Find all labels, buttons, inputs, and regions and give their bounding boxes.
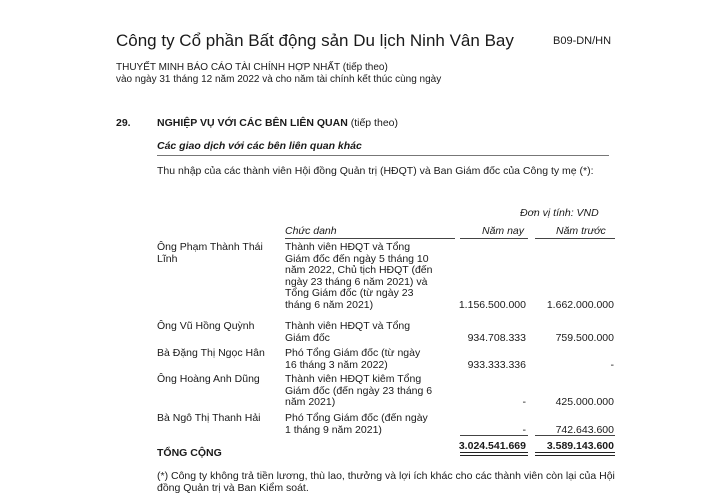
member-role-line: Thành viên HĐQT và Tổng: [285, 320, 411, 332]
header-current-year: Năm nay: [482, 225, 525, 237]
total-double-line-current: [460, 452, 528, 456]
member-role-line: năm 2021): [285, 396, 336, 408]
member-role: [285, 348, 465, 371]
footnote: (*) Công ty không trả tiền lương, thù lao, thưởng và lợi ích khác cho các thành viên còn lại của Hội đồng Quản trị và Ban Kiểm soát.: [157, 470, 615, 494]
member-role-line: Phó Tổng Giám đốc (đến ngày: [285, 412, 428, 424]
member-name: [157, 413, 261, 425]
form-code: B09-DN/HN: [553, 35, 612, 47]
current-year-amount: -: [522, 396, 526, 408]
member-role-line: 1 tháng 9 năm 2021): [285, 423, 382, 436]
member-name-line: Ông Vũ Hồng Quỳnh: [157, 320, 255, 332]
current-year-amount: -: [522, 423, 526, 436]
member-name: [157, 348, 265, 360]
previous-year-amount: -: [610, 358, 614, 371]
total-double-line-previous: [535, 452, 615, 456]
company-name: Công ty Cổ phần Bất động sản Du lịch Ninh Vân Bay: [116, 31, 514, 50]
member-name-line: Ông Phạm Thành Thái: [157, 241, 263, 253]
section-title: [157, 117, 398, 129]
previous-year-amount: 742.643.600: [555, 423, 614, 436]
previous-year-amount: 425.000.000: [555, 396, 614, 408]
header-previous-year: Năm trước: [556, 225, 606, 237]
total-label: TỔNG CỘNG: [157, 447, 222, 459]
member-role-line: Phó Tổng Giám đốc (từ ngày: [285, 347, 421, 359]
subtotal-line-current: [460, 435, 528, 436]
member-role-line: Giám đốc (đến ngày 23 tháng 6: [285, 384, 433, 397]
header-underline-previous: [535, 238, 615, 239]
member-role-line: Thành viên HĐQT kiêm Tổng: [285, 373, 422, 385]
total-current-year: 3.024.541.669: [458, 440, 526, 452]
header-underline-current: [460, 238, 528, 239]
member-role: [285, 413, 465, 436]
member-name-line: Bà Đặng Thị Ngọc Hân: [157, 347, 265, 359]
member-role: [285, 321, 465, 344]
member-role-line: năm 2022, Chủ tịch HĐQT (đến: [285, 264, 433, 276]
total-previous-year: 3.589.143.600: [546, 440, 614, 452]
member-name: [157, 374, 260, 386]
member-name: [157, 242, 263, 265]
current-year-amount: 933.333.336: [467, 358, 526, 371]
member-role-line: 16 tháng 3 năm 2022): [285, 358, 388, 371]
member-name-line: Bà Ngô Thị Thanh Hải: [157, 412, 261, 424]
member-role-line: Giám đốc: [285, 331, 330, 344]
member-role-line: Thành viên HĐQT và Tổng: [285, 241, 411, 253]
report-title: THUYẾT MINH BÁO CÁO TÀI CHÍNH HỢP NHẤT (tiếp theo): [116, 62, 388, 73]
header-role: Chức danh: [285, 225, 337, 237]
member-role: [285, 242, 465, 311]
subtotal-line-previous: [535, 435, 615, 436]
section-title-main: NGHIỆP VỤ VỚI CÁC BÊN LIÊN QUAN: [157, 117, 348, 129]
previous-year-amount: 1.662.000.000: [546, 298, 614, 311]
current-year-amount: 934.708.333: [467, 331, 526, 344]
member-role-line: Tổng Giám đốc (từ ngày 23: [285, 287, 414, 299]
member-role-line: Giám đốc đến ngày 5 tháng 10: [285, 252, 429, 265]
header-underline-role: [285, 238, 455, 239]
subsection-divider: [157, 155, 609, 156]
member-name-line: Lĩnh: [157, 252, 178, 265]
intro-paragraph: Thu nhập của các thành viên Hội đồng Quản trị (HĐQT) và Ban Giám đốc của Công ty mẹ (*):: [157, 165, 594, 177]
previous-year-amount: 759.500.000: [555, 331, 614, 344]
member-role: [285, 374, 465, 409]
section-number: 29.: [116, 117, 131, 129]
section-title-suffix: (tiếp theo): [347, 117, 398, 129]
member-role-line: ngày 23 tháng 6 năm 2021) và: [285, 275, 428, 288]
report-period: vào ngày 31 tháng 12 năm 2022 và cho năm tài chính kết thúc cùng ngày: [116, 74, 442, 85]
member-role-line: tháng 6 năm 2021): [285, 298, 374, 311]
member-name: [157, 321, 254, 333]
unit-label: Đơn vị tính: VND: [520, 207, 599, 219]
subsection-title: Các giao dịch với các bên liên quan khác: [157, 140, 362, 152]
current-year-amount: 1.156.500.000: [458, 298, 526, 311]
member-name-line: Ông Hoàng Anh Dũng: [157, 373, 260, 385]
